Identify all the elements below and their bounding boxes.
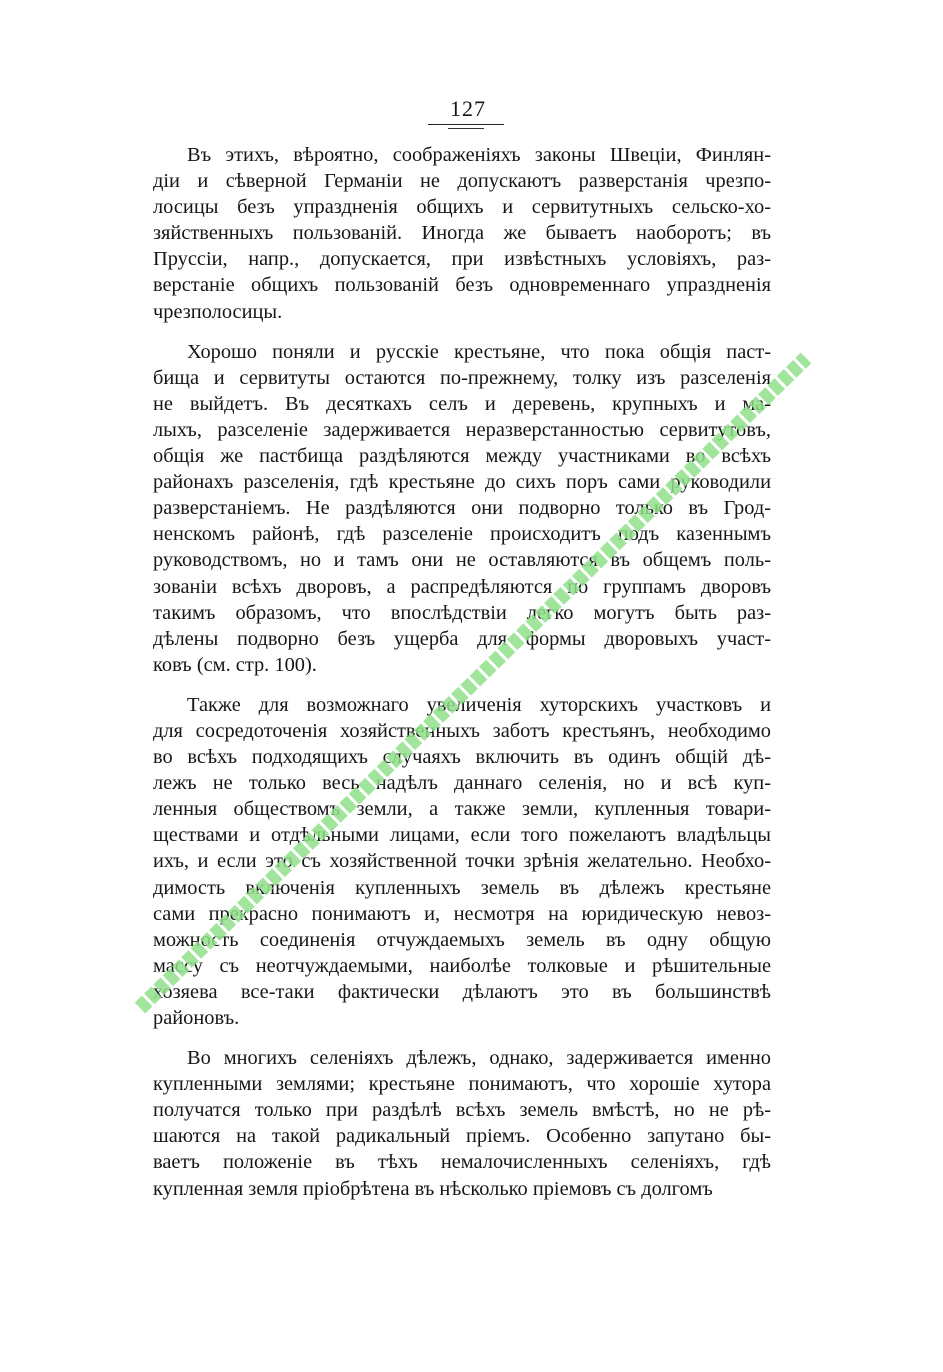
text-line: зованіи всѣхъ дворовъ, а распредѣляются по группамъ дворовъ [153, 575, 771, 598]
text-line: общія же пастбища раздѣляются между участниками во всѣхъ [153, 445, 771, 468]
text-line: хозяева все-таки фактически дѣлаютъ это въ большинствѣ [153, 980, 771, 1003]
text-line: лыхъ, разселеніе задерживается неразверстанностью сервитутовъ, [153, 418, 771, 441]
paragraph [153, 692, 771, 1031]
header-rule [428, 124, 504, 125]
text-line: руководствомъ, но и тамъ они не оставляются въ общемъ поль- [153, 549, 771, 572]
body-text [153, 142, 771, 1216]
text-line: ненскомъ районѣ, гдѣ разселеніе происходитъ подъ казеннымъ [153, 523, 771, 546]
text-line: Во многихъ селеніяхъ дѣлежъ, однако, задерживается именно [187, 1047, 771, 1070]
page-number: 127 [450, 96, 486, 121]
text-line: получатся только при раздѣлѣ всѣхъ земель вмѣстѣ, но не рѣ- [153, 1099, 771, 1122]
text-line: купленная земля пріобрѣтена въ нѣсколько пріемовъ съ долгомъ [153, 1177, 713, 1200]
text-line: чрезполосицы. [153, 300, 283, 323]
text-line: лосицы безъ упраздненія общихъ и сервитутныхъ сельско-хо- [153, 196, 771, 219]
text-line: зяйственныхъ пользованій. Иногда же бываетъ наоборотъ; въ [153, 222, 771, 245]
text-line: Въ этихъ, вѣроятно, соображеніяхъ законы Швеціи, Финлян- [187, 144, 771, 166]
text-line: лежъ не только весь надѣлъ даннаго селенія, но и всѣ куп- [153, 772, 771, 795]
text-line: Также для возможнаго увеличенія хуторскихъ участковъ и [187, 693, 771, 716]
text-line: районахъ разселенія, гдѣ крестьяне до сихъ поръ сами руководили [153, 471, 771, 494]
text-line: массу съ неотчуждаемыми, наиболѣе толковые и рѣшительные [153, 954, 771, 977]
text-line: можность соединенія отчуждаемыхъ земель въ одну общую [153, 928, 771, 951]
text-line: діи и сѣверной Германіи не допускаютъ разверстанія чрезпо- [153, 170, 771, 193]
text-line: Хорошо поняли и русскіе крестьяне, что пока общія паст- [187, 340, 771, 363]
text-line: Пруссіи, напр., допускается, при извѣстныхъ условіяхъ, раз- [153, 248, 771, 271]
text-line: бища и сервитуты остаются по-прежнему, толку изъ разселенія [153, 366, 771, 389]
text-line: верстаніе общихъ пользованій безъ одновременнаго упраздненія [153, 274, 771, 297]
text-line: шаются на такой радикальный пріемъ. Особенно запутано бы- [153, 1125, 771, 1148]
text-line: ваетъ положеніе въ тѣхъ немалочисленныхъ селеніяхъ, гдѣ [153, 1151, 771, 1174]
text-line: сами прекрасно понимаютъ и, несмотря на юридическую невоз- [153, 902, 771, 925]
text-line: разверстаніемъ. Не раздѣляются они подворно только въ Грод- [153, 497, 771, 520]
text-line: ленныя обществомъ земли, а также земли, купленныя товари- [153, 798, 771, 821]
text-line: димость включенія купленныхъ земель въ дѣлежъ крестьяне [153, 876, 771, 899]
text-line: районовъ. [153, 1007, 240, 1029]
paragraph [153, 142, 771, 325]
text-line: ществами и отдѣльными лицами, если того пожелаютъ владѣльцы [153, 824, 771, 847]
text-line: ковъ (см. стр. 100). [153, 653, 317, 676]
paragraph [153, 1045, 771, 1202]
text-line: во всѣхъ подходящихъ случаяхъ включить въ одинъ общій дѣ- [153, 746, 771, 769]
text-line: для сосредоточенія хозяйственныхъ заботъ крестьянъ, необходимо [153, 719, 771, 742]
header-rule-short [448, 128, 484, 129]
text-line: ихъ, и если это съ хозяйственной точки зрѣнія желательно. Необхо- [153, 850, 771, 873]
text-line: такимъ образомъ, что впослѣдствіи легко могутъ быть раз- [153, 601, 771, 624]
text-line: купленными землями; крестьяне понимаютъ, что хорошіе хутора [153, 1073, 771, 1096]
text-line: дѣлены подворно безъ ущерба для формы дворовыхъ участ- [153, 627, 771, 650]
paragraph [153, 339, 771, 678]
text-line: не выйдетъ. Въ десяткахъ селъ и деревень, крупныхъ и ма- [153, 392, 771, 415]
